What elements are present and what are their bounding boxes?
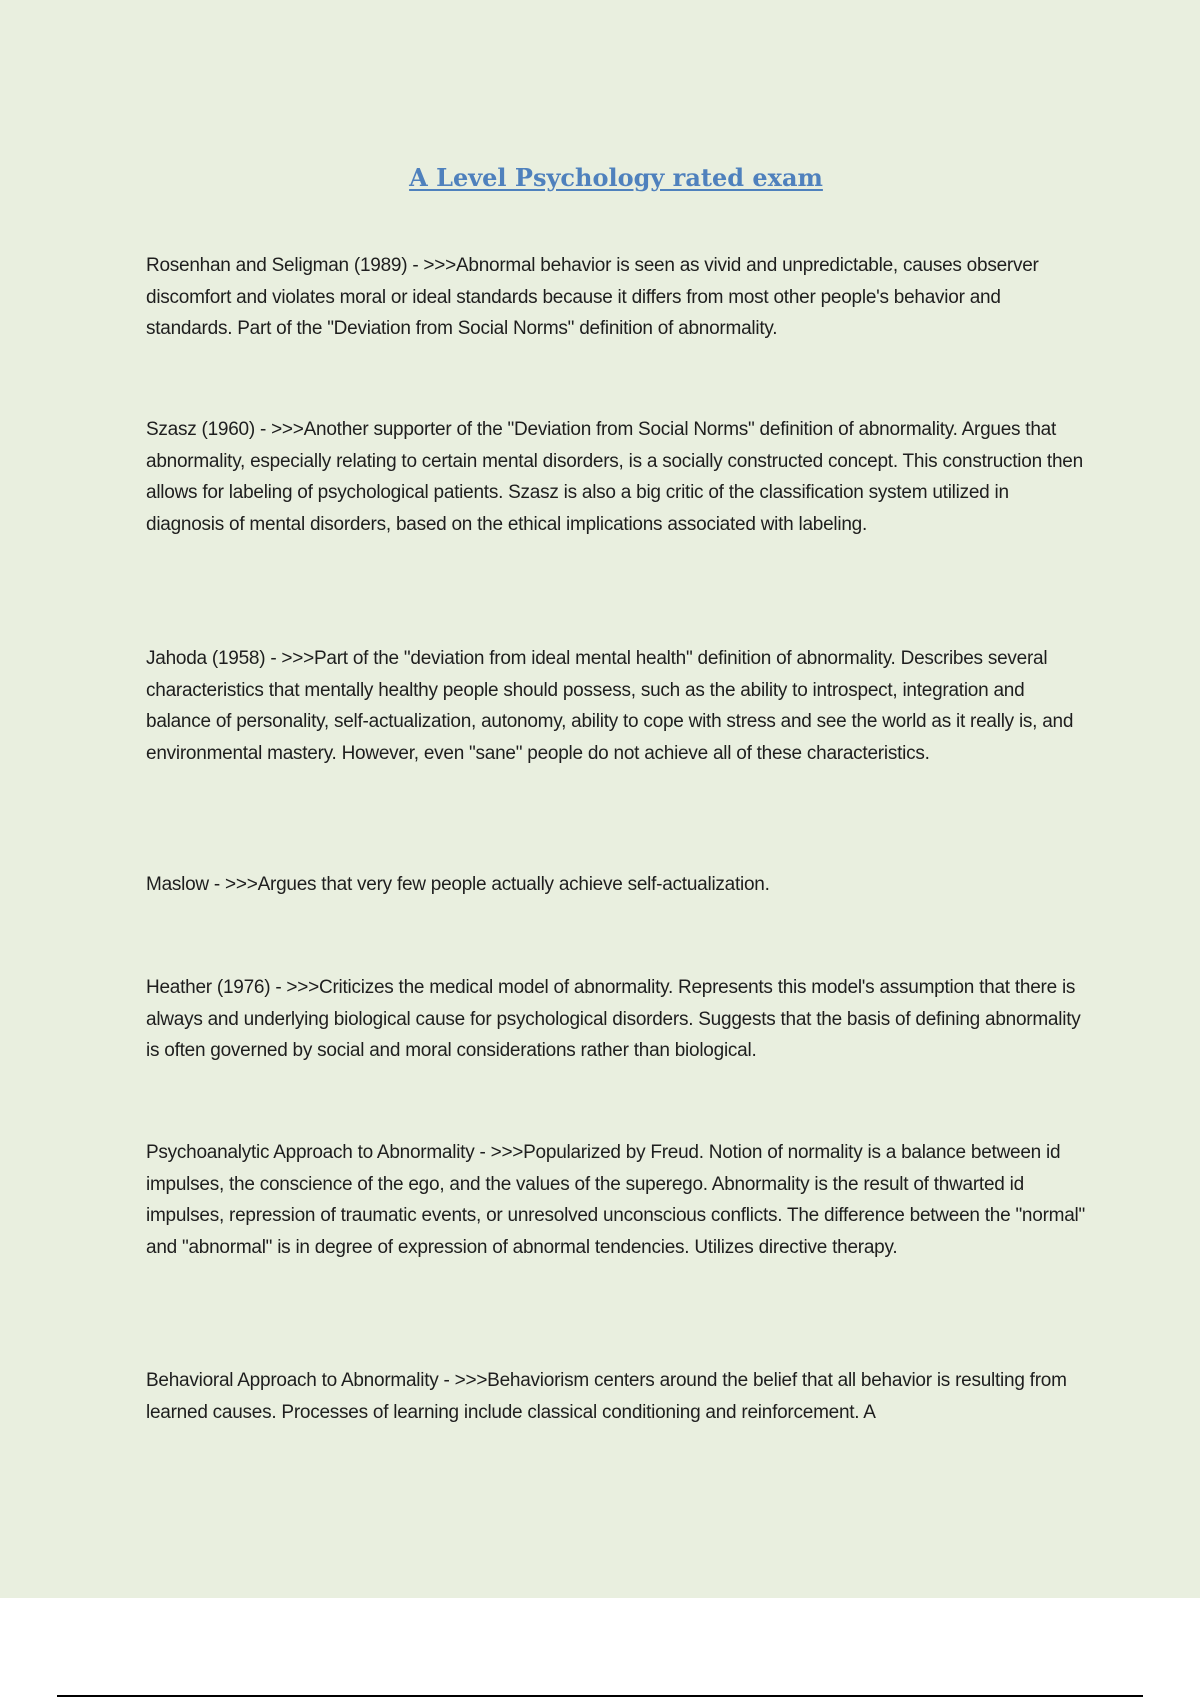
entry-jahoda: Jahoda (1958) - >>>Part of the "deviation from ideal mental health" definition of abnormality. Describes several characteristics that mentally healthy people should possess, such as the ability to introspect, integration and balance of personality, self-actualization, autonomy, ability to cope with stress and see the world as it really is, and environmental mastery. However, even "sane" people do not achieve all of these characteristics. — [146, 648, 1074, 764]
entry-behavioral-approach: Behavioral Approach to Abnormality - >>>Behaviorism centers around the belief that all behavior is resulting from learned causes. Processes of learning include classical conditioning and reinforcement. A — [146, 1370, 1067, 1423]
entry-rosenhan-seligman: Rosenhan and Seligman (1989) - >>>Abnormal behavior is seen as vivid and unpredictable, causes observer discomfort and violates moral or ideal standards because it differs from most other people's behavior and standards. Part of the "Deviation from Social Norms" definition of abnormality. — [146, 255, 1039, 339]
entry-psychoanalytic-approach: Psychoanalytic Approach to Abnormality - >>>Popularized by Freud. Notion of normality is a balance between id impulses, the conscience of the ego, and the values of the superego. Abnormality is the result of thwarted id impulses, repression of traumatic events, or unresolved unconscious conflicts. The difference between the "normal" and "abnormal" is in degree of expression of abnormal tendencies. Utilizes directive therapy. — [146, 1142, 1086, 1258]
entry-maslow: Maslow - >>>Argues that very few people actually achieve self-actualization. — [146, 874, 770, 895]
entry-szasz: Szasz (1960) - >>>Another supporter of the "Deviation from Social Norms" definition of abnormality. Argues that abnormality, especially relating to certain mental disorders, is a socially constructed concept. This construction then allows for labeling of psychological patients. Szasz is also a big critic of the classification system utilized in diagnosis of mental disorders, based on the ethical implications associated with labeling. — [146, 419, 1083, 535]
entry-heather: Heather (1976) - >>>Criticizes the medical model of abnormality. Represents this model's assumption that there is always and underlying biological cause for psychological disorders. Suggests that the basis of defining abnormality is often governed by social and moral considerations rather than biological. — [146, 977, 1081, 1061]
document-title: A Level Psychology rated exam — [409, 163, 823, 192]
footer-divider — [57, 1695, 1143, 1697]
